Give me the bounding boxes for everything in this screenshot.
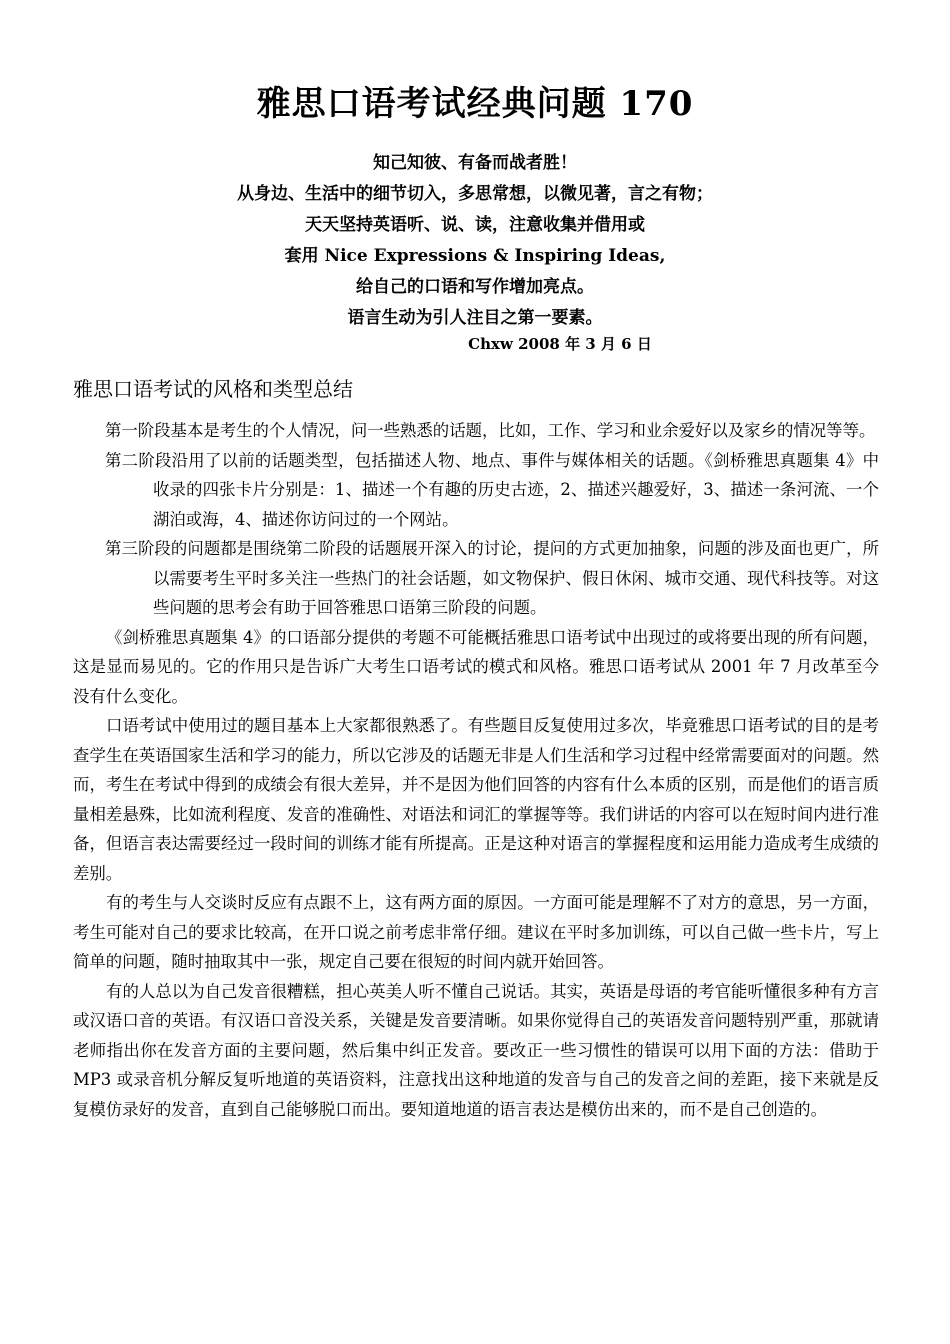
author-date: Chxw 2008 年 3 月 6 日	[468, 335, 652, 353]
document-title: 雅思口语考试经典问题 170	[256, 84, 694, 124]
motto-line: 从身边、生活中的细节切入，多思常想，以微见著，言之有物；	[237, 184, 713, 204]
stage-paragraph-3: 第三阶段的问题都是围绕第二阶段的话题展开深入的讨论，提问的方式更加抽象，问题的涉及面也更广，所以需要考生平时多关注一些热门的社会话题，如文物保护、假日休闲、城市交通、现代科技等。对这些问题的思考会有助于回答雅思口语第三阶段的问题。	[105, 539, 879, 617]
body-paragraph: 有的考生与人交谈时反应有点跟不上，这有两方面的原因。一方面可能是理解不了对方的意思，另一方面，考生可能对自己的要求比较高，在开口说之前考虑非常仔细。建议在平时多加训练，可以自己做一些卡片，写上简单的问题，随时抽取其中一张，规定自己要在很短的时间内就开始回答。	[73, 893, 879, 971]
body-text	[73, 416, 879, 1124]
motto-line: 套用 Nice Expressions & Inspiring Ideas,	[284, 246, 666, 266]
stage-paragraph-2: 第二阶段沿用了以前的话题类型，包括描述人物、地点、事件与媒体相关的话题。《剑桥雅思真题集 4》中收录的四张卡片分别是：1、描述一个有趣的历史古迹，2、描述兴趣爱好，3、描述一条河流、一个湖泊或海，4、描述你访问过的一个网站。	[105, 450, 879, 529]
body-paragraph: 有的人总以为自己发音很糟糕，担心英美人听不懂自己说话。其实，英语是母语的考官能听懂很多种有方言或汉语口音的英语。有汉语口音没关系，关键是发音要清晰。如果你觉得自己的英语发音问题特别严重，那就请老师指出你在发音方面的主要问题，然后集中纠正发音。要改正一些习惯性的错误可以用下面的方法：借助于 MP3 或录音机分解反复听地道的英语资料，注意找出这种地道的发音与自己的发音之间的差距，接下来就是反复模仿录好的发音，直到自己能够脱口而出。要知道地道的语言表达是模仿出来的，而不是自己创造的。	[73, 981, 879, 1119]
motto-block	[0, 148, 950, 334]
stage-paragraph-1: 第一阶段基本是考生的个人情况，问一些熟悉的话题，比如，工作、学习和业余爱好以及家乡的情况等等。	[105, 421, 876, 440]
motto-line: 天天坚持英语听、说、读，注意收集并借用或	[305, 215, 645, 235]
section-heading: 雅思口语考试的风格和类型总结	[73, 377, 353, 401]
motto-line: 给自己的口语和写作增加亮点。	[356, 277, 594, 297]
body-paragraph: 《剑桥雅思真题集 4》的口语部分提供的考题不可能概括雅思口语考试中出现过的或将要出现的所有问题，这是显而易见的。它的作用只是告诉广大考生口语考试的模式和风格。雅思口语考试从 2001 年 7 月改革至今没有什么变化。	[73, 627, 879, 706]
body-paragraph: 口语考试中使用过的题目基本上大家都很熟悉了。有些题目反复使用过多次，毕竟雅思口语考试的目的是考查学生在英语国家生活和学习的能力，所以它涉及的话题无非是人们生活和学习过程中经常需要面对的问题。然而，考生在考试中得到的成绩会有很大差异，并不是因为他们回答的内容有什么本质的区别，而是他们的语言质量相差悬殊，比如流利程度、发音的准确性、对语法和词汇的掌握等等。我们讲话的内容可以在短时间内进行准备，但语言表达需要经过一段时间的训练才能有所提高。正是这种对语言的掌握程度和运用能力造成考生成绩的差别。	[73, 716, 879, 883]
motto-line: 知己知彼、有备而战者胜！	[373, 153, 577, 173]
motto-line: 语言生动为引人注目之第一要素。	[347, 308, 603, 328]
